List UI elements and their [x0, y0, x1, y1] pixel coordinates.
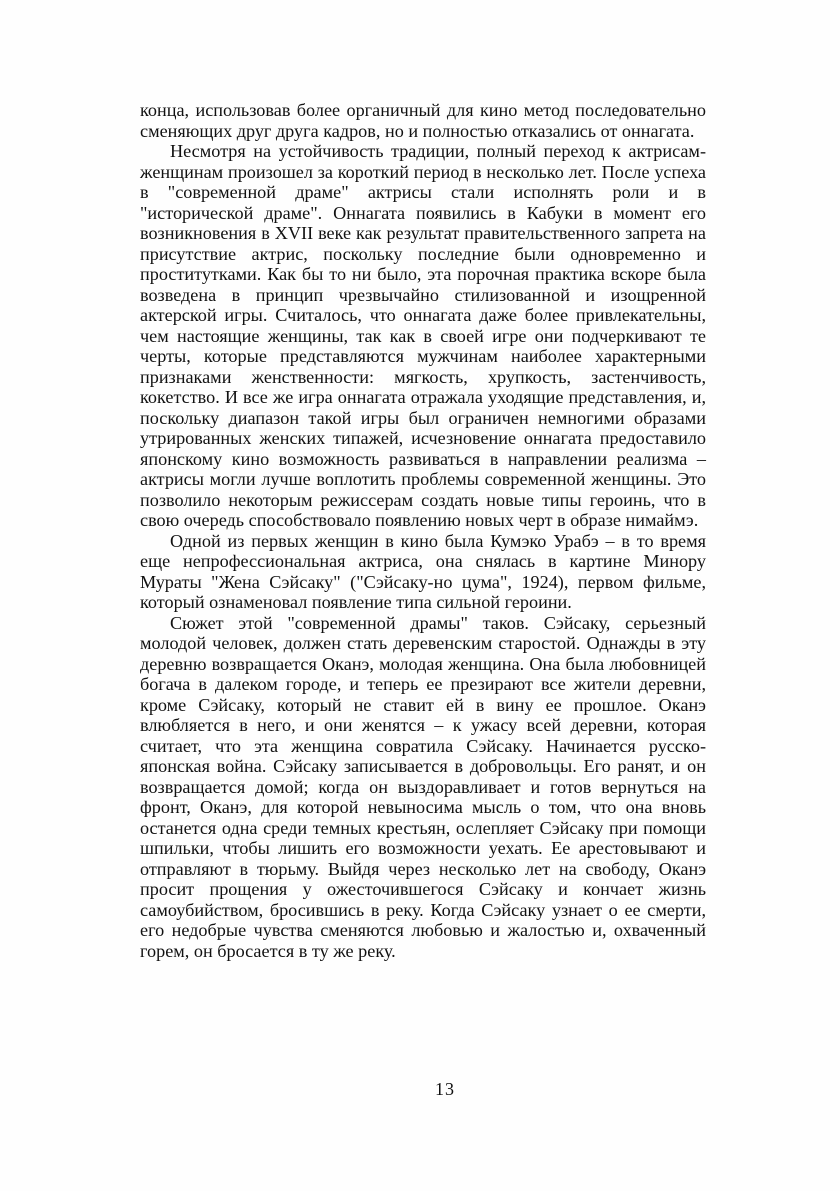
paragraph-tradition: Несмотря на устойчивость традиции, полный переход к актрисам-женщинам произошел за короткий период в несколько лет. После успеха в "современной драме" актрисы стали исполнять роли и в "исторической драме". Оннагата появились в Кабуки в момент его возникновения в XVII веке как результат правительственного запрета на присутствие актрис, поскольку последние были одновременно и проститутками. Как бы то ни было, эта порочная практика вскоре была возведена в принцип чрезвычайно стилизованной и изощренной актерской игры. Считалось, что оннагата даже более привлекательны, чем настоящие женщины, так как в своей игре они подчеркивают те черты, которые представляются мужчинам наиболее характерными признаками женственности: мягкость, хрупкость, застенчивость, кокетство. И все же игра оннагата отражала уходящие представления, и, поскольку диапазон такой игры был ограничен немногими образами утрированных женских типажей, исчезновение оннагата предоставило японскому кино возможность развиваться в направлении реализма – актрисы могли лучше воплотить проблемы современной женщины. Это позволило некоторым режиссерам создать новые типы героинь, что в свою очередь способствовало появлению новых черт в образе нимаймэ.	[140, 141, 706, 530]
paragraph-urabe: Одной из первых женщин в кино была Кумэко Урабэ – в то время еще непрофессиональная актриса, она снялась в картине Минору Мураты "Жена Сэйсаку" ("Сэйсаку-но цума", 1924), первом фильме, который ознаменовал появление типа сильной героини.	[140, 530, 706, 612]
body-text	[140, 100, 706, 961]
page-number: 13	[435, 1079, 455, 1099]
paragraph-plot: Сюжет этой "современной драмы" таков. Сэйсаку, серьезный молодой человек, должен стать деревенским старостой. Однажды в эту деревню возвращается Оканэ, молодая женщина. Она была любовницей богача в далеком городе, и теперь ее презирают все жители деревни, кроме Сэйсаку, который не ставит ей в вину ее прошлое. Оканэ влюбляется в него, и они женятся – к ужасу всей деревни, которая считает, что эта женщина совратила Сэйсаку. Начинается русско-японская война. Сэйсаку записывается в добровольцы. Его ранят, и он возвращается домой; когда он выздоравливает и готов вернуться на фронт, Оканэ, для которой невыносима мысль о том, что она вновь останется одна среди темных крестьян, ослепляет Сэйсаку при помощи шпильки, чтобы лишить его возможности уехать. Ее арестовывают и отправляют в тюрьму. Выйдя через несколько лет на свободу, Оканэ просит прощения у ожесточившегося Сэйсаку и кончает жизнь самоубийством, бросившись в реку. Когда Сэйсаку узнает о ее смерти, его недобрые чувства сменяются любовью и жалостью и, охваченный горем, он бросается в ту же реку.	[140, 612, 706, 961]
paragraph-continuation: конца, использовав более органичный для кино метод последовательно сменяющих друг друга кадров, но и полностью отказались от оннагата.	[140, 100, 706, 141]
